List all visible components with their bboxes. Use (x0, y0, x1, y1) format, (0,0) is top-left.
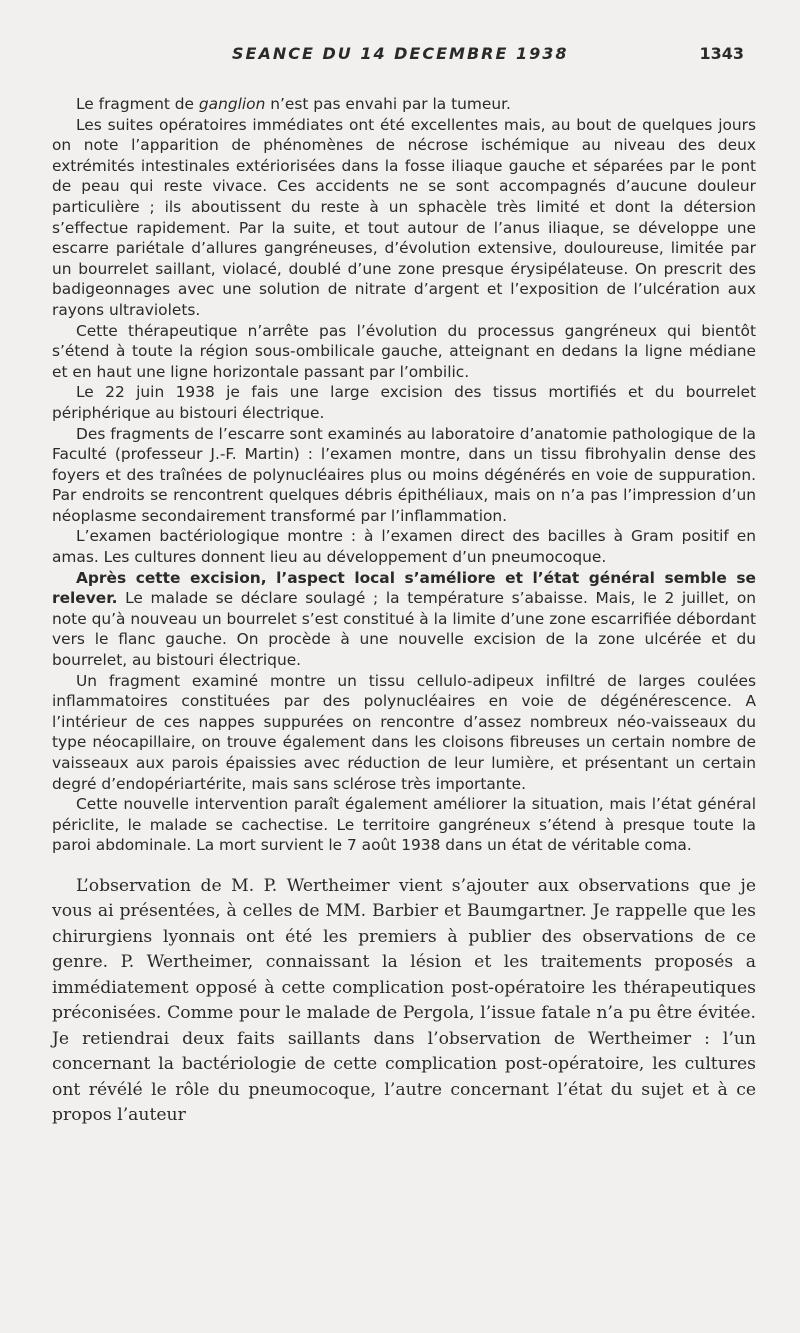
paragraph: Un fragment examiné montre un tissu cellulo-adipeux infiltré de larges coulées inflammatoires constituées par des polynucléaires en voie de dégénérescence. A l’intérieur de ces nappes suppurées on rencontre d’assez nombreux néo-vaisseaux du type néocapillaire, on trouve également dans les cloisons fibreuses un certain nombre de vaisseaux aux parois épaissies avec réduction de leur lumière, et présentant un certain degré d’endopériartérite, mais sans sclérose très importante. (52, 671, 756, 793)
running-title: SEANCE DU 14 DECEMBRE 1938 (232, 44, 569, 63)
paragraph: Les suites opératoires immédiates ont été excellentes mais, au bout de quelques jours on note l’apparition de phénomènes de nécrose ischémique au niveau des deux extrémités intestinales extériorisées dans la fosse iliaque gauche et séparées par le pont de peau qui reste vivace. Ces accidents ne se sont accompagnés d’aucune douleur particulière ; ils aboutissent du reste à un sphacèle très limité et dont la détersion s’effectue rapidement. Par la suite, et tout autour de l’anus iliaque, se développe une escarre pariétale d’allures gangréneuses, d’évolution extensive, douloureuse, limitée par un bourrelet saillant, violacé, doublé d’une zone presque érysipélateuse. On prescrit des badigeonnages avec une solution de nitrate d’argent et l’exposition de l’ulcération aux rayons ultraviolets. (52, 115, 756, 319)
paragraph: Cette nouvelle intervention paraît également améliorer la situation, mais l’état général périclite, le malade se cachectise. Le territoire gangréneux s’étend à presque toute la paroi abdominale. La mort survient le 7 août 1938 dans un état de véritable coma. (52, 795, 756, 855)
paragraph: L’observation de M. P. Wertheimer vient s’ajouter aux observations que je vous ai présentées, à celles de MM. Barbier et Baumgartner. Je rappelle que les chirurgiens lyonnais ont été les premiers à publier des observations de ce genre. P. Wertheimer, connaissant la lésion et les traitements proposés a immédiatement opposé à cette complication post-opératoire les thérapeutiques préconisées. Comme pour le malade de Pergola, l’issue fatale n’a pu être évitée. Je retiendrai deux faits saillants dans l’observation de Wertheimer : l’un concernant la bactériologie de cette complication post-opératoire, les cultures ont révélé le rôle du pneumocoque, l’autre concernant l’état du sujet et à ce propos l’auteur (52, 875, 756, 1126)
paragraph: Après cette excision, l’aspect local s’améliore et l’état général semble se relever. Le malade se déclare soulagé ; la température s’abaisse. Mais, le 2 juillet, on note qu’à nouveau un bourrelet s’est constitué à la limite d’une zone escarrifiée débordant vers le flanc gauche. On procède à une nouvelle excision de la zone ulcérée et du bourrelet, au bistouri électrique. (52, 568, 756, 670)
paragraph: Le 22 juin 1938 je fais une large excision des tissus mortifiés et du bourrelet périphérique au bistouri électrique. (52, 383, 756, 422)
paragraph: Le fragment de ganglion n’est pas envahi par la tumeur. (76, 95, 511, 113)
observation-text (52, 94, 756, 856)
lead-sentence: Après cette excision, l’aspect local s’améliore et l’état général semble se relever. (52, 568, 756, 608)
commentary-text (52, 874, 756, 1129)
paragraph: Cette thérapeutique n’arrête pas l’évolution du processus gangréneux qui bientôt s’étend à toute la région sous-ombilicale gauche, atteignant en dedans la ligne médiane et en haut une ligne horizontale passant par l’ombilic. (52, 321, 756, 381)
page-header (52, 44, 756, 74)
page-number: 1343 (699, 44, 744, 63)
emphasis: ganglion (198, 95, 266, 113)
paragraph: Des fragments de l’escarre sont examinés au laboratoire d’anatomie pathologique de la Faculté (professeur J.-F. Martin) : l’examen montre, dans un tissu fibrohyalin dense des foyers et des traînées de polynucléaires plus ou moins dégénérés en voie de suppuration. Par endroits se rencontrent quelques débris épithéliaux, mais on n’a pas l’impression d’un néoplasme secondairement transformé par l’inflammation. (52, 424, 756, 525)
paragraph: L’examen bactériologique montre : à l’examen direct des bacilles à Gram positif en amas. Les cultures donnent lieu au développement d’un pneumocoque. (52, 527, 756, 567)
